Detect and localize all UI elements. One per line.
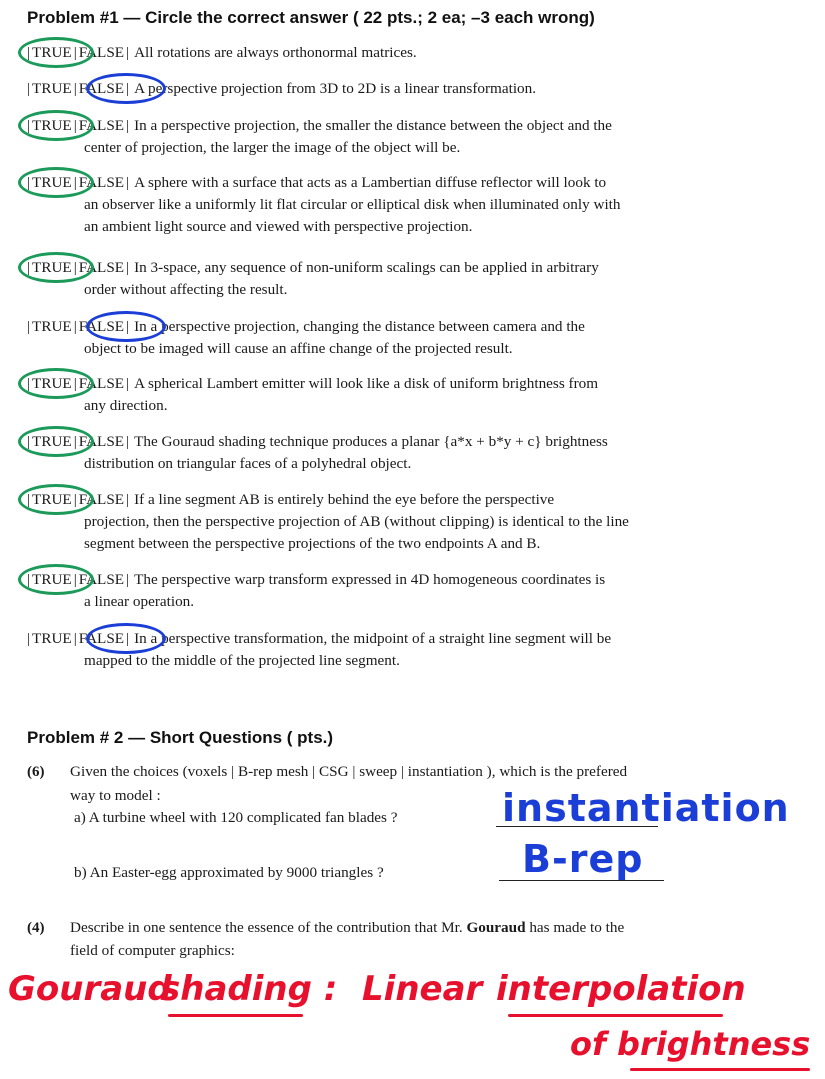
tf-question-text-cont: an ambient light source and viewed with perspective projection. [84,218,473,235]
q2-line1 [70,917,624,939]
interpolation-underline [508,1014,723,1017]
tf-question-line [26,373,806,395]
separator: | [27,491,31,508]
separator: | [126,80,130,97]
false-option[interactable]: FALSE [78,571,125,588]
separator: | [27,375,31,392]
q1-part-b: b) An Easter-egg approximated by 9000 triangles ? [74,864,384,881]
q2-answer-interpolation: interpolation [496,969,746,1009]
tf-question-text: A perspective projection from 3D to 2D is a linear transformation. [134,80,537,97]
q1-points: (6) [27,764,45,780]
separator: | [27,630,31,647]
shading-underline [168,1014,303,1017]
q2-line2: field of computer graphics: [70,942,235,959]
tf-question-line [26,628,806,650]
separator: | [73,174,77,191]
separator: | [27,174,31,191]
separator: | [126,117,130,134]
tf-question-3 [26,115,806,159]
tf-question-text-cont: segment between the perspective projections of the two endpoints A and B. [84,535,541,552]
separator: | [27,44,31,61]
tf-question-text: In a perspective projection, changing the distance between camera and the [134,318,585,335]
tf-question-text: The perspective warp transform expressed in 4D homogeneous coordinates is [134,571,606,588]
true-option[interactable]: TRUE [32,630,72,647]
separator: | [27,117,31,134]
tf-question-line [26,78,806,100]
tf-question-9 [26,489,806,555]
separator: | [73,491,77,508]
tf-question-7 [26,373,806,417]
tf-question-text-cont: center of projection, the larger the image of the object will be. [84,139,461,156]
tf-question-line [26,569,806,591]
q1-part-a: a) A turbine wheel with 120 complicated fan blades ? [74,809,398,826]
separator: | [126,44,130,61]
tf-question-text-cont: order without affecting the result. [84,281,288,298]
false-option[interactable]: FALSE [78,630,125,647]
tf-question-text-cont: a linear operation. [84,593,195,610]
q2-answer-gouraud: Gouraud [8,969,172,1009]
false-option[interactable]: FALSE [78,259,125,276]
true-option[interactable]: TRUE [32,44,72,61]
true-option[interactable]: TRUE [32,571,72,588]
separator: | [126,491,130,508]
tf-question-line [26,316,806,338]
q2-line1-pre: Describe in one sentence the essence of the contribution that Mr. [70,919,467,936]
separator: | [73,433,77,450]
false-option[interactable]: FALSE [78,433,125,450]
tf-question-text-cont: distribution on triangular faces of a polyhedral object. [84,455,412,472]
q2-gouraud-bold: Gouraud [466,919,526,936]
false-option[interactable]: FALSE [78,318,125,335]
true-option[interactable]: TRUE [32,174,72,191]
separator: | [73,318,77,335]
separator: | [73,117,77,134]
separator: | [27,259,31,276]
tf-question-4 [26,172,806,238]
separator: | [73,80,77,97]
tf-question-text: In a perspective projection, the smaller the distance between the object and the [134,117,612,134]
true-option[interactable]: TRUE [32,117,72,134]
tf-question-1 [26,42,806,64]
false-option[interactable]: FALSE [78,117,125,134]
false-option[interactable]: FALSE [78,44,125,61]
q2-answer-shading: shading : [160,969,338,1009]
false-option[interactable]: FALSE [78,174,125,191]
tf-question-line [26,431,806,453]
tf-question-line [26,115,806,137]
tf-question-5 [26,257,806,301]
separator: | [73,630,77,647]
tf-question-6 [26,316,806,360]
tf-question-text: A spherical Lambert emitter will look like a disk of uniform brightness from [134,375,599,392]
false-option[interactable]: FALSE [78,80,125,97]
true-option[interactable]: TRUE [32,80,72,97]
separator: | [27,318,31,335]
true-option[interactable]: TRUE [32,375,72,392]
true-option[interactable]: TRUE [32,433,72,450]
separator: | [126,433,130,450]
false-option[interactable]: FALSE [78,491,125,508]
tf-question-text-cont: mapped to the middle of the projected line segment. [84,652,400,669]
q1-b-handwritten-answer: B-rep [522,837,644,881]
separator: | [27,571,31,588]
tf-question-text: The Gouraud shading technique produces a planar {a*x + b*y + c} brightness [134,433,608,450]
separator: | [126,259,130,276]
separator: | [27,433,31,450]
tf-question-line [26,172,806,194]
brightness-underline [630,1068,810,1071]
q2-points: (4) [27,920,45,936]
problem-2-title: Problem # 2 — Short Questions ( pts.) [27,728,334,747]
q1-line1: Given the choices (voxels | B-rep mesh | CSG | sweep | instantiation ), which is the prefered [70,763,628,780]
tf-question-text: If a line segment AB is entirely behind the eye before the perspective [134,491,555,508]
separator: | [73,44,77,61]
tf-question-text-cont: any direction. [84,397,168,414]
tf-question-text-cont: an observer like a uniformly lit flat circular or elliptical disk when illuminated only with [84,196,621,213]
tf-question-2 [26,78,806,100]
separator: | [73,259,77,276]
tf-question-10 [26,569,806,613]
tf-question-text: A sphere with a surface that acts as a Lambertian diffuse reflector will look to [134,174,607,191]
separator: | [126,174,130,191]
true-option[interactable]: TRUE [32,318,72,335]
tf-question-text-cont: object to be imaged will cause an affine change of the projected result. [84,340,513,357]
tf-question-text: All rotations are always orthonormal matrices. [134,44,417,61]
separator: | [126,571,130,588]
q2-answer-of-brightness: of brightness [570,1025,811,1063]
separator: | [126,630,130,647]
separator: | [73,571,77,588]
q2-line1-post: has made to the [525,919,625,936]
tf-question-8 [26,431,806,475]
tf-question-text-cont: projection, then the perspective projection of AB (without clipping) is identical to the line [84,513,629,530]
problem-1-title: Problem #1 — Circle the correct answer ( 22 pts.; 2 ea; –3 each wrong) [27,8,595,27]
true-option[interactable]: TRUE [32,259,72,276]
true-option[interactable]: TRUE [32,491,72,508]
tf-question-text: In a perspective transformation, the midpoint of a straight line segment will be [134,630,612,647]
separator: | [126,375,130,392]
tf-question-line [26,257,806,279]
q1-line2: way to model : [70,787,161,804]
tf-question-text: In 3-space, any sequence of non-uniform scalings can be applied in arbitrary [134,259,599,276]
q2-answer-linear: Linear [362,969,483,1009]
tf-question-11 [26,628,806,672]
separator: | [73,375,77,392]
separator: | [126,318,130,335]
tf-question-line [26,42,806,64]
false-option[interactable]: FALSE [78,375,125,392]
q1-a-handwritten-answer: instantiation [502,786,790,830]
tf-question-line [26,489,806,511]
separator: | [27,80,31,97]
